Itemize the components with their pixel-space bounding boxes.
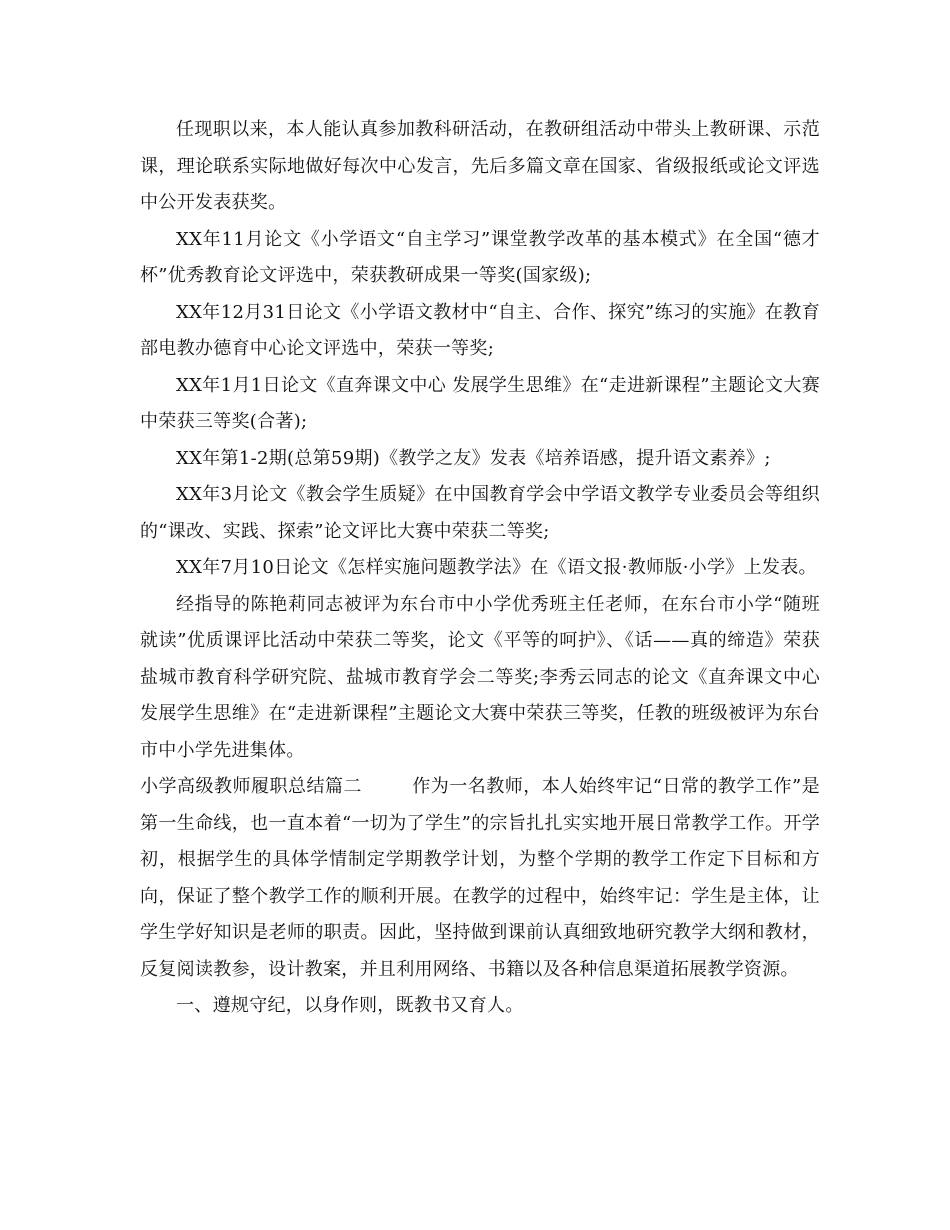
paragraph-discipline: 一、遵规守纪，以身作则，既教书又育人。: [176, 995, 524, 1016]
document-body: [140, 112, 820, 1025]
paragraph-award-6: XX年7月10日论文《怎样实施问题教学法》在《语文报·教师版·小学》上发表。: [176, 557, 817, 578]
section-two-paragraph: [140, 769, 820, 988]
section-first-paragraph: 作为一名教师，本人始终牢记“日常的教学工作”是第一生命线，也一直本着“一切为了学生”的宗旨扎扎实实地开展日常教学工作。开学初，根据学生的具体学情制定学期教学计划，为整个学期的教学工作定下目标和方向，保证了整个教学工作的顺利开展。在教学的过程中，始终牢记：学生是主体，让学生学好知识是老师的职责。因此，坚持做到课前认真细致地研究教学大纲和教材，反复阅读教参，设计教案，并且利用网络、书籍以及各种信息渠道拓展教学资源。: [140, 776, 820, 980]
paragraph-intro: 任现职以来，本人能认真参加教科研活动，在教研组活动中带头上教研课、示范课，理论联系实际地做好每次中心发言，先后多篇文章在国家、省级报纸或论文评选中公开发表获奖。: [140, 119, 820, 213]
paragraph-award-3: XX年1月1日论文《直奔课文中心 发展学生思维》在“走进新课程”主题论文大赛中荣获三等奖(合著);: [140, 374, 820, 432]
paragraph-award-2: XX年12月31日论文《小学语文教材中“自主、合作、探究”练习的实施》在教育部电教办德育中心论文评选中，荣获一等奖;: [140, 301, 820, 359]
paragraph-award-5: XX年3月论文《教会学生质疑》在中国教育学会中学语文教学专业委员会等组织的“课改、实践、探索”论文评比大赛中荣获二等奖;: [140, 484, 820, 542]
section-heading: 小学高级教师履职总结篇二: [140, 776, 363, 797]
paragraph-award-1: XX年11月论文《小学语文“自主学习”课堂教学改革的基本模式》在全国“德才杯”优秀教育论文评选中，荣获教研成果一等奖(国家级);: [140, 228, 820, 286]
paragraph-award-4: XX年第1-2期(总第59期)《教学之友》发表《培养语感，提升语文素养》;: [176, 447, 771, 469]
paragraph-guidance: 经指导的陈艳莉同志被评为东台市中小学优秀班主任老师，在东台市小学“随班就读”优质课评比活动中荣获二等奖，论文《平等的呵护》、《话——真的缔造》荣获盐城市教育科学研究院、盐城市教育学会二等奖;李秀云同志的论文《直奔课文中心 发展学生思维》在“走进新课程”主题论文大赛中荣获三等奖，任教的班级被评为东台市中小学先进集体。: [140, 593, 820, 761]
